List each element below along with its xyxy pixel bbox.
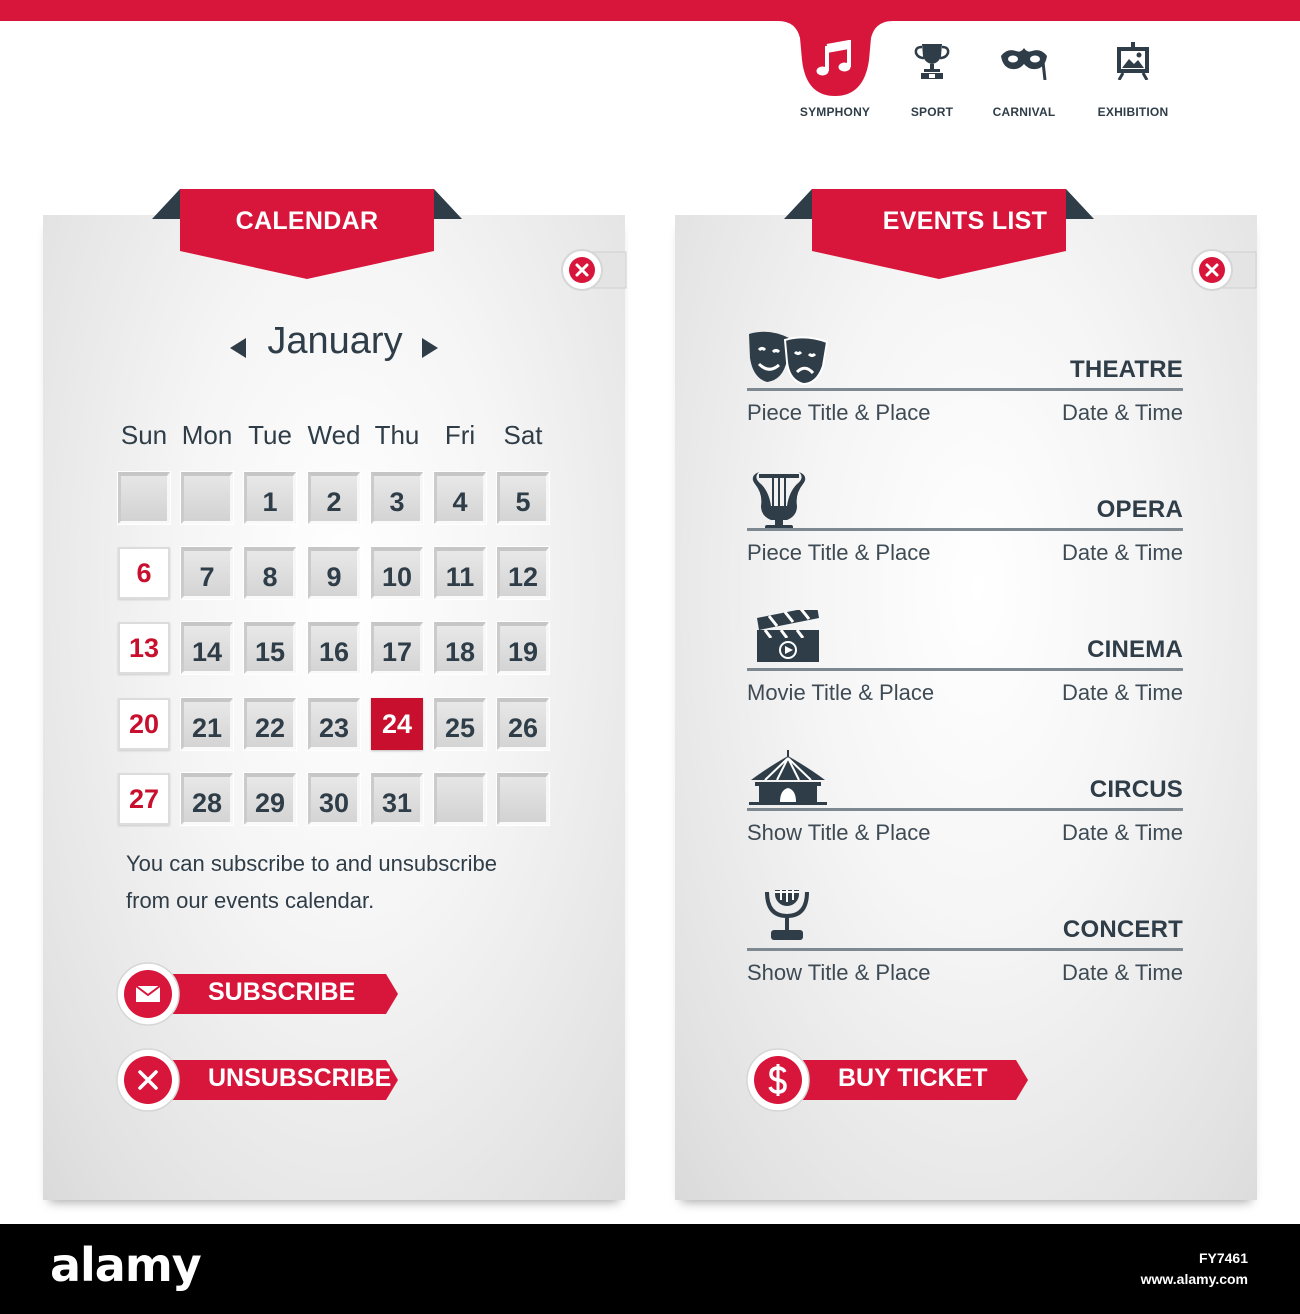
weekday-header: Fri (444, 420, 476, 450)
nav-item-sport[interactable] (887, 36, 977, 126)
calendar-day[interactable]: 8 (244, 547, 296, 599)
calendar-day[interactable]: 19 (497, 622, 549, 674)
event-category: CONCERT (1062, 916, 1183, 943)
calendar-day[interactable]: 6 (118, 547, 170, 599)
calendar-day[interactable]: 20 (118, 698, 170, 750)
music-note-icon (815, 40, 855, 80)
month-navigator (210, 320, 460, 376)
event-divider (747, 668, 1183, 671)
calendar-day[interactable]: 1 (244, 472, 296, 524)
event-category: THEATRE (1070, 356, 1183, 383)
calendar-day[interactable]: 28 (181, 773, 233, 825)
calendar-close-button[interactable] (560, 248, 632, 292)
event-title: Show Title & Place (747, 960, 931, 985)
calendar-title: CALENDAR (235, 207, 379, 235)
calendar-day[interactable]: 5 (497, 472, 549, 524)
calendar-day[interactable]: 29 (244, 773, 296, 825)
calendar-day[interactable]: 25 (434, 698, 486, 750)
calendar-day[interactable]: 17 (371, 622, 423, 674)
event-theatre[interactable] (747, 330, 1183, 460)
subscribe-button[interactable] (116, 962, 398, 1032)
calendar-day[interactable]: 15 (244, 622, 296, 674)
nav-label: EXHIBITION (1097, 105, 1169, 119)
calendar-day[interactable]: 4 (434, 472, 486, 524)
event-title: Piece Title & Place (747, 400, 931, 425)
calendar-day-empty (181, 472, 233, 524)
nav-item-symphony[interactable] (790, 36, 880, 126)
month-title: January (267, 320, 403, 362)
event-date: Date & Time (1061, 540, 1183, 565)
events-close-button[interactable] (1190, 248, 1262, 292)
calendar-day[interactable]: 13 (118, 622, 170, 674)
calendar-day[interactable]: 14 (181, 622, 233, 674)
event-concert[interactable] (747, 890, 1183, 1020)
calendar-day[interactable]: 7 (181, 547, 233, 599)
top-accent-bar (0, 0, 1300, 21)
event-category: CINEMA (1087, 636, 1183, 663)
weekday-header: Tue (248, 420, 292, 450)
envelope-icon (135, 982, 161, 1006)
event-category: OPERA (1096, 496, 1183, 523)
event-title: Movie Title & Place (747, 680, 935, 705)
event-circus[interactable] (747, 750, 1183, 880)
calendar-day[interactable]: 23 (308, 698, 360, 750)
calendar-day-empty (434, 773, 486, 825)
calendar-day[interactable]: 21 (181, 698, 233, 750)
calendar-day[interactable]: 26 (497, 698, 549, 750)
subscribe-label: SUBSCRIBE (208, 978, 356, 1006)
close-x-icon (137, 1069, 159, 1091)
calendar-day[interactable]: 10 (371, 547, 423, 599)
calendar-day-empty (118, 472, 170, 524)
calendar-day[interactable]: 3 (371, 472, 423, 524)
nav-label: CARNIVAL (992, 105, 1056, 119)
alamy-logo: alamy (50, 1238, 201, 1292)
calendar-day[interactable]: 30 (308, 773, 360, 825)
nav-item-carnival[interactable] (979, 36, 1069, 126)
category-nav (790, 36, 1190, 126)
event-divider (747, 808, 1183, 811)
carnival-mask-icon (999, 40, 1049, 80)
weekday-header: Sun (120, 420, 168, 450)
event-category: CIRCUS (1089, 776, 1183, 803)
calendar-day-empty (497, 773, 549, 825)
subscribe-description: You can subscribe to and unsubscribe from our events calendar. (126, 851, 497, 913)
events-title: EVENTS LIST (882, 207, 1048, 235)
event-title: Show Title & Place (747, 820, 931, 845)
event-divider (747, 948, 1183, 951)
next-month-arrow-icon[interactable] (420, 337, 440, 359)
unsubscribe-label: UNSUBSCRIBE (208, 1064, 392, 1092)
calendar-day[interactable]: 11 (434, 547, 486, 599)
event-date: Date & Time (1061, 400, 1183, 425)
calendar-day[interactable]: 16 (308, 622, 360, 674)
prev-month-arrow-icon[interactable] (228, 337, 248, 359)
weekday-header: Wed (307, 420, 361, 450)
calendar-day[interactable]: 22 (244, 698, 296, 750)
nav-item-exhibition[interactable] (1088, 36, 1178, 126)
event-divider (747, 388, 1183, 391)
weekday-header: Thu (374, 420, 420, 450)
calendar-day[interactable]: 2 (308, 472, 360, 524)
footer-bar (0, 1224, 1300, 1314)
event-divider (747, 528, 1183, 531)
nav-label: SYMPHONY (799, 105, 871, 119)
event-cinema[interactable] (747, 610, 1183, 740)
calendar-day[interactable]: 18 (434, 622, 486, 674)
easel-icon (1113, 40, 1153, 80)
weekday-header: Mon (181, 420, 233, 450)
event-title: Piece Title & Place (747, 540, 931, 565)
event-date: Date & Time (1061, 960, 1183, 985)
calendar-day[interactable]: 27 (118, 773, 170, 825)
calendar-day[interactable]: 31 (371, 773, 423, 825)
calendar-day-selected[interactable]: 24 (371, 698, 423, 750)
calendar-day[interactable]: 9 (308, 547, 360, 599)
calendar-day[interactable]: 12 (497, 547, 549, 599)
image-id: FY7461 (1198, 1250, 1248, 1266)
dollar-icon (766, 1064, 790, 1096)
weekday-header: Sat (503, 420, 543, 450)
buy-ticket-label: BUY TICKET (838, 1064, 988, 1092)
nav-label: SPORT (910, 105, 954, 119)
trophy-icon (912, 40, 952, 80)
event-date: Date & Time (1061, 680, 1183, 705)
buy-ticket-button[interactable] (746, 1048, 1028, 1118)
event-date: Date & Time (1061, 820, 1183, 845)
event-opera[interactable] (747, 470, 1183, 600)
unsubscribe-button[interactable] (116, 1048, 398, 1118)
footer-url[interactable]: www.alamy.com (1140, 1271, 1248, 1287)
